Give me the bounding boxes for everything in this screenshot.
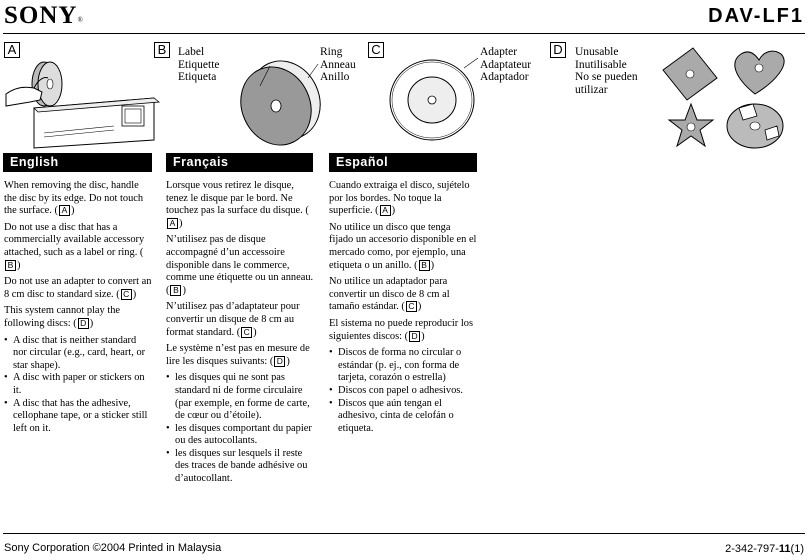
fr-p4-text: Le système n’est pas en mesure de lire les disques suivants: ( (166, 343, 310, 367)
adapter-es: Adaptador (480, 71, 529, 83)
es-p4-text: El sistema no puede reproducir los siguientes discos: ( (329, 317, 473, 342)
header-rule (3, 33, 805, 34)
en-bullet-list (4, 335, 152, 436)
english-column (4, 180, 152, 435)
figure-c-adapter-text (480, 46, 531, 84)
ref-b: B (419, 260, 430, 271)
section-header-espanol: Español (329, 153, 477, 172)
ref-b: B (5, 260, 16, 271)
list-item: • A disc with paper or stickers on it. (4, 372, 152, 397)
registered-mark: ® (77, 16, 84, 24)
unusable-es-2: utilizar (575, 83, 608, 96)
list-item: • Discos de forma no circular o estándar (p. ej., con forma de tarjeta, corazón o estrella) (329, 347, 477, 385)
list-item: • A disc that has the adhesive, cellophane tape, or a sticker still left on it. (4, 398, 152, 436)
figure-d-unusable-text (575, 46, 638, 96)
es-paragraph-3: No utilice un adaptador para convertir un disco de 8 cm al tamaño estándar. ( C ) (329, 276, 450, 313)
list-item: • les disques qui ne sont pas standard ni de forme circulaire (par exemple, en forme de carte, de cœur ou d’étoile). (166, 372, 314, 422)
fr-p1-text: Lorsque vous retirez le disque, tenez le disque par le bord. Ne touchez pas la surface du disque. ( (166, 180, 309, 217)
unusable-fr: Inutilisable (575, 58, 627, 71)
section-header-english: English (3, 153, 152, 172)
ring-en: Ring (320, 46, 343, 58)
unusable-es-1: No se pueden (575, 71, 638, 83)
es-p3-text: No utilice un adaptador para convertir un disco de 8 cm al tamaño estándar. ( (329, 276, 450, 313)
label-en: Label (178, 46, 205, 58)
figure-d-illustration (655, 42, 805, 152)
fr-p2-text: N’utilisez pas de disque accompagné d’un accessoire disponible dans le commerce, comme une étiquette ou un anneau. ( (166, 234, 314, 296)
ref-c: C (121, 289, 132, 300)
figure-a-illustration (4, 58, 164, 150)
list-item: • Discos que aún tengan el adhesivo, cinta de celofán o etiqueta. (329, 398, 477, 436)
en-p3-text: Do not use an adapter to convert an 8 cm disc to standard size. ( (4, 276, 152, 300)
fr-paragraph-1: Lorsque vous retirez le disque, tenez le disque par le bord. Ne touchez pas la surface du disque. (A ) (166, 180, 309, 229)
en-p1-text: When removing the disc, handle the disc by its edge. Do not touch the surface. ( (4, 180, 144, 217)
es-p1-text: Cuando extraiga el disco, sujételo por los bordes. No toque la superficie. ( (329, 180, 470, 217)
en-p4-text: This system cannot play the following discs: ( (4, 305, 121, 329)
en-paragraph-1: When removing the disc, handle the disc by its edge. Do not touch the surface. ( A ) (4, 180, 144, 217)
sony-logo (4, 2, 84, 30)
fr-bullet-list (166, 372, 314, 485)
en-paragraph-4: This system cannot play the following discs: ( D ) (4, 305, 121, 329)
figure-c-illustration (384, 54, 480, 146)
fr-paragraph-3: N’utilisez pas d’adaptateur pour convertir un disque de 8 cm au format standard. ( C ) (166, 301, 300, 338)
fr-p3-text: N’utilisez pas d’adaptateur pour convertir un disque de 8 cm au format standard. ( (166, 301, 300, 338)
model-number: DAV-LF1 (708, 5, 804, 27)
figure-d-letter: D (550, 42, 566, 58)
en-paragraph-2: Do not use a disc that has a commercially available accessory attached, such as a label or ring. (B ) (4, 221, 145, 271)
fr-paragraph-2: N’utilisez pas de disque accompagné d’un accessoire disponible dans le commerce, comme une étiquette ou un anneau. ( B ) (166, 234, 314, 296)
ref-d: D (274, 356, 285, 367)
unusable-en: Unusable (575, 46, 619, 58)
en-p2-text: Do not use a disc that has a commercially available accessory attached, such as a label or ring. ( (4, 221, 145, 258)
ref-b: B (170, 285, 181, 296)
ref-c: C (406, 301, 417, 312)
label-es: Etiqueta (178, 71, 217, 83)
espanol-column (329, 180, 477, 435)
part-number-bold: 11 (778, 543, 791, 555)
es-paragraph-4: El sistema no puede reproducir los siguientes discos: ( D ) (329, 317, 473, 342)
francais-column (166, 180, 314, 486)
part-number-prefix: 2-342-797- (725, 543, 779, 555)
figure-a-letter: A (4, 42, 20, 58)
es-paragraph-1: Cuando extraiga el disco, sujételo por los bordes. No toque la superficie. ( A ) (329, 180, 470, 217)
ref-d: D (409, 331, 420, 342)
label-fr: Etiquette (178, 58, 220, 71)
part-number-suffix: (1) (790, 543, 804, 555)
ref-a: A (167, 218, 178, 229)
en-paragraph-3: Do not use an adapter to convert an 8 cm disc to standard size. ( C ) (4, 276, 152, 300)
list-item: • A disc that is neither standard nor circular (e.g., card, heart, or star shape). (4, 335, 152, 373)
footer-rule (3, 533, 805, 534)
list-item: • les disques comportant du papier ou des autocollants. (166, 423, 314, 448)
part-number (725, 543, 804, 555)
figure-b-label-text (178, 46, 220, 84)
copyright-text: Sony Corporation ©2004 Printed in Malaysia (4, 542, 222, 554)
section-header-francais: Français (166, 153, 313, 172)
figure-b-illustration (230, 56, 330, 148)
ref-a: A (59, 205, 70, 216)
list-item: • Discos con papel o adhesivos. (329, 385, 477, 398)
es-paragraph-2: No utilice un disco que tenga fijado un accesorio disponible en el mercado como, por ejemplo, una etiqueta o un anillo. ( B ) (329, 221, 477, 271)
ref-a: A (380, 205, 391, 216)
ring-es: Anillo (320, 71, 350, 83)
figure-b-letter: B (154, 42, 170, 58)
fr-paragraph-4: Le système n’est pas en mesure de lire les disques suivants: ( D ) (166, 343, 310, 367)
es-p2-text: No utilice un disco que tenga fijado un accesorio disponible en el mercado como, por ejemplo, una etiqueta o un anillo. ( (329, 221, 477, 271)
brand-name: SONY (4, 2, 78, 29)
ring-fr: Anneau (320, 58, 356, 71)
adapter-fr: Adaptateur (480, 58, 532, 71)
adapter-en: Adapter (480, 46, 518, 58)
figure-c-letter: C (368, 42, 384, 58)
ref-c: C (241, 327, 252, 338)
es-bullet-list (329, 347, 477, 435)
list-item: • les disques sur lesquels il reste des traces de bande adhésive ou d’autocollant. (166, 448, 314, 486)
ref-d: D (78, 318, 89, 329)
